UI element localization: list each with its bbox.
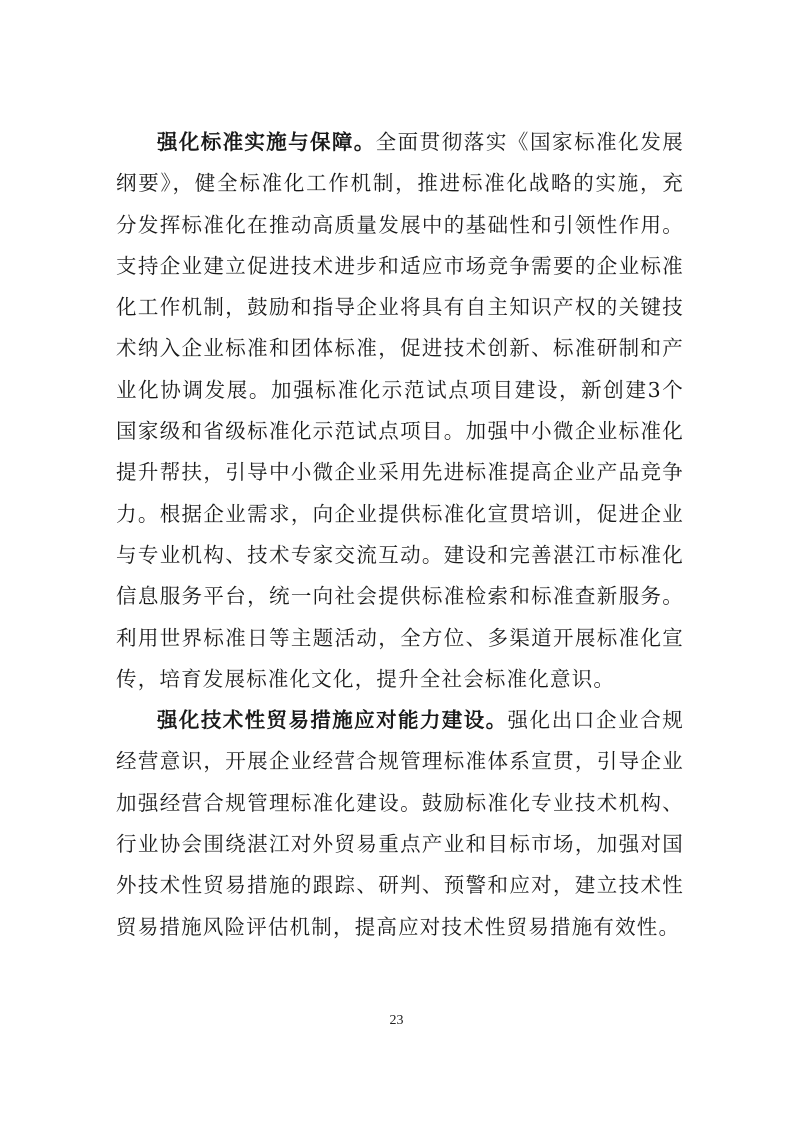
paragraph-standard-implementation bbox=[116, 122, 684, 700]
paragraph-text: 强化出口企业合规经营意识，开展企业经营合规管理标准体系宣贯，引导企业加强经营合规管理标准化建设。鼓励标准化专业技术机构、行业协会围绕湛江对外贸易重点产业和目标市场，加强对国外技术性贸易措施的跟踪、研判、预警和应对，建立技术性贸易措施风险评估机制，提高应对技术性贸易措施有效性。 bbox=[116, 708, 685, 939]
paragraph-trade-measures bbox=[116, 700, 684, 948]
document-body bbox=[116, 122, 684, 948]
paragraph-heading: 强化技术性贸易措施应对能力建设。 bbox=[157, 708, 508, 733]
page-number: 23 bbox=[389, 1013, 404, 1028]
paragraph-text: 全面贯彻落实《国家标准化发展纲要》，健全标准化工作机制，推进标准化战略的实施，充分发挥标准化在推动高质量发展中的基础性和引领性作用。支持企业建立促进技术进步和适应市场竞争需要的企业标准化工作机制，鼓励和指导企业将具有自主知识产权的关键技术纳入企业标准和团体标准，促进技术创新、标准研制和产业化协调发展。加强标准化示范试点项目建设，新创建3个国家级和省级标准化示范试点项目。加强中小微企业标准化提升帮扶，引导中小微企业采用先进标准提高企业产品竞争力。根据企业需求，向企业提供标准化宣贯培训，促进企业与专业机构、技术专家交流互动。建设和完善湛江市标准化信息服务平台，统一向社会提供标准检索和标准查新服务。利用世界标准日等主题活动，全方位、多渠道开展标准化宣传，培育发展标准化文化，提升全社会标准化意识。 bbox=[116, 130, 684, 691]
paragraph-heading: 强化标准实施与保障。 bbox=[157, 130, 376, 154]
